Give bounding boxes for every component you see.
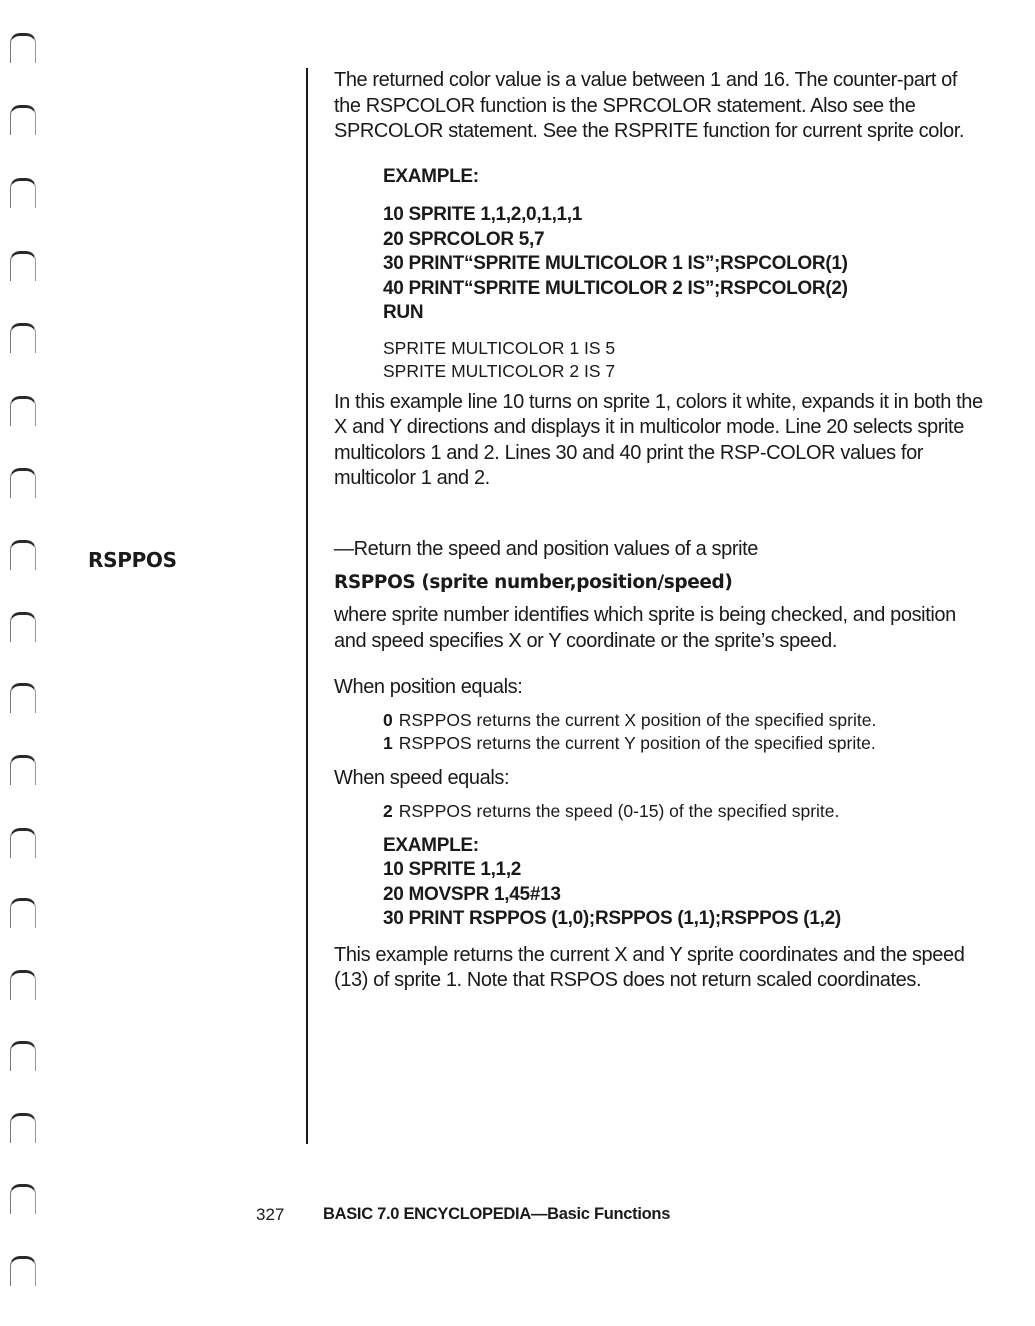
- binding-ring-icon: [10, 1184, 36, 1214]
- code-line: 30 PRINT“SPRITE MULTICOLOR 1 IS”;RSPCOLOR(1): [383, 253, 848, 274]
- binding-ring-icon: [10, 1256, 36, 1286]
- example2-label: EXAMPLE:: [383, 834, 479, 856]
- output-line: SPRITE MULTICOLOR 2 IS 7: [383, 360, 616, 381]
- item-text: RSPPOS returns the speed (0-15) of the specified sprite.: [398, 801, 840, 821]
- position-list: [383, 709, 984, 756]
- binding-ring-icon: [10, 323, 36, 353]
- binding-ring-icon: [10, 251, 36, 281]
- list-item: [383, 709, 984, 733]
- binding-ring-icon: [10, 898, 36, 928]
- binding-ring-icon: [10, 178, 36, 208]
- binding-ring-icon: [10, 970, 36, 1000]
- binding-ring-icon: [10, 1041, 36, 1071]
- example2-block: [383, 834, 984, 932]
- item-key: 1: [383, 733, 393, 753]
- footer-title: BASIC 7.0 ENCYCLOPEDIA—Basic Functions: [323, 1205, 671, 1223]
- main-column: [334, 68, 984, 994]
- vertical-rule: [306, 68, 308, 1144]
- binding-ring-icon: [10, 612, 36, 642]
- binding-ring-icon: [10, 468, 36, 498]
- example1-code: [383, 203, 984, 326]
- example1-explanation: In this example line 10 turns on sprite 1, colors it white, expands it in both the X and Y directions and displays it in multicolor mode. Line 20 selects sprite multicolors 1 and 2. Lines 30 and 40 print the RSP-COLOR values for multicolor 1 and 2.: [334, 390, 983, 489]
- code-line: 30 PRINT RSPPOS (1,0);RSPPOS (1,1);RSPPOS (1,2): [383, 908, 841, 929]
- code-line: 10 SPRITE 1,1,2: [383, 859, 522, 880]
- speed-label: When speed equals:: [334, 766, 510, 789]
- binding-ring-icon: [10, 33, 36, 63]
- item-key: 0: [383, 709, 393, 730]
- intro-paragraph: The returned color value is a value between 1 and 16. The counter-part of the RSPCOLOR function is the SPRCOLOR statement. Also see the SPRCOLOR statement. See the RSPRITE function for current sprite color.: [334, 69, 965, 142]
- binding-ring-icon: [10, 540, 36, 570]
- code-line: 20 SPRCOLOR 5,7: [383, 228, 545, 250]
- binding-ring-icon: [10, 396, 36, 426]
- output-line: SPRITE MULTICOLOR 1 IS 5: [383, 337, 616, 358]
- rsppos-syntax: RSPPOS (sprite number,position/speed): [334, 572, 733, 593]
- speed-list: [383, 800, 984, 824]
- binding-ring-icon: [10, 828, 36, 858]
- example1-block: [383, 165, 984, 383]
- example1-output: [383, 337, 984, 383]
- binding-ring-icon: [10, 755, 36, 785]
- code-line: 20 MOVSPR 1,45#13: [383, 883, 561, 905]
- example1-label: EXAMPLE:: [383, 165, 479, 187]
- page-footer: [256, 1205, 671, 1225]
- rsppos-where-text: where sprite number identifies which sprite is being checked, and position and speed specifies X or Y coordinate or the sprite’s speed.: [334, 604, 956, 652]
- code-line: 40 PRINT“SPRITE MULTICOLOR 2 IS”;RSPCOLOR(2): [383, 277, 848, 299]
- page-number: 327: [256, 1205, 285, 1224]
- item-text: RSPPOS returns the current Y position of the specified sprite.: [398, 733, 876, 753]
- binding-ring-icon: [10, 105, 36, 135]
- section-heading-rsppos: RSPPOS: [88, 548, 177, 572]
- spiral-binding: [0, 0, 70, 1326]
- rsppos-description: —Return the speed and position values of a sprite: [334, 537, 759, 560]
- list-item: [383, 800, 984, 824]
- binding-ring-icon: [10, 1113, 36, 1143]
- item-text: RSPPOS returns the current X position of the specified sprite.: [398, 709, 877, 730]
- code-line: 10 SPRITE 1,1,2,0,1,1,1: [383, 204, 583, 225]
- position-label: When position equals:: [334, 676, 523, 698]
- list-item: [383, 732, 984, 756]
- closing-paragraph: This example returns the current X and Y sprite coordinates and the speed (13) of sprite 1. Note that RSPOS does not return scaled coordinates.: [334, 943, 965, 991]
- code-line: RUN: [383, 302, 424, 323]
- item-key: 2: [383, 801, 393, 821]
- binding-ring-icon: [10, 683, 36, 713]
